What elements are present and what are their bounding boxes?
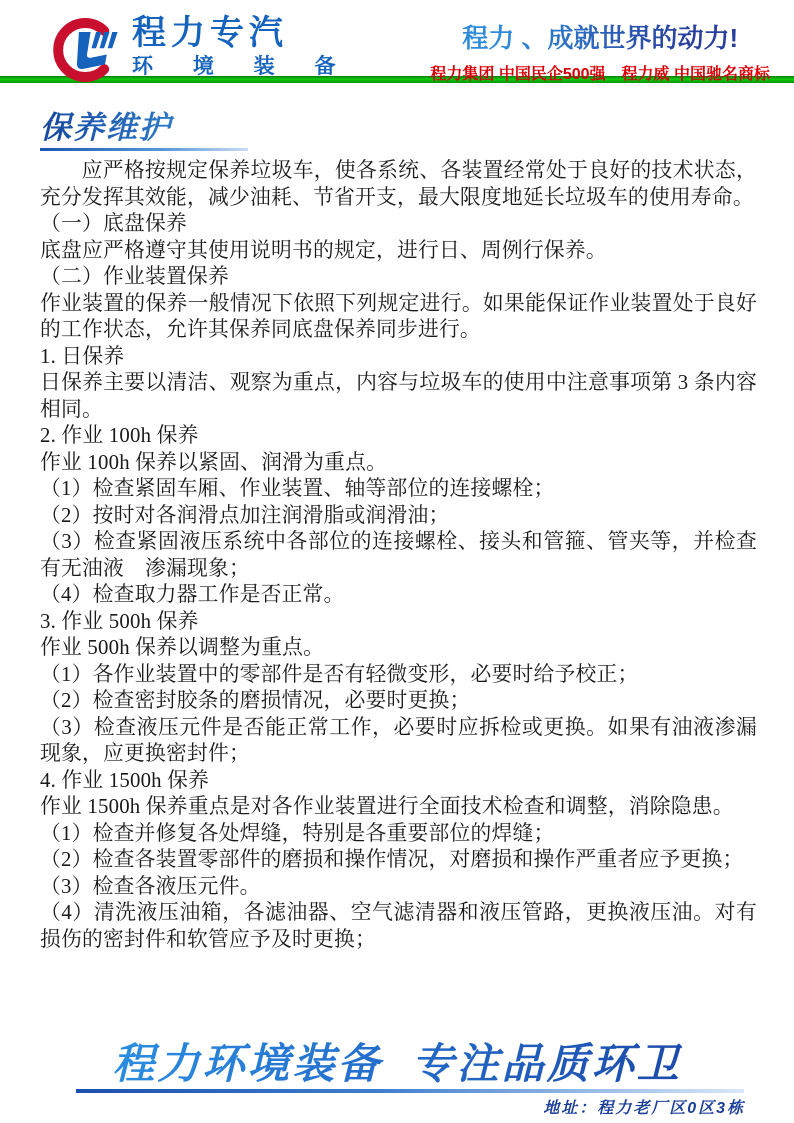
footer-address: 地址：程力老厂区0区3栋 [543,1100,745,1118]
paragraph: （1）检查紧固车厢、作业装置、轴等部位的连接螺栓； [40,477,555,500]
paragraph: 底盘应严格遵守其使用说明书的规定，进行日、周例行保养。 [40,238,607,262]
paragraph: 应严格按规定保养垃圾车，使各系统、各装置经常处于良好的技术状态，充分发挥其效能，减少油耗、节省开支，最大限度地延长垃圾车的使用寿命。 [40,159,757,209]
company-name: 程力专汽 [132,14,288,52]
paragraph: （4）检查取力器工作是否正常。 [40,583,345,606]
paragraph: 3. 作业 500h 保养 [40,609,199,633]
paragraph: （二）作业装置保养 [40,265,229,288]
paragraph: （2）按时对各润滑点加注润滑脂或润滑油； [40,503,450,527]
chengli-logo-icon [50,14,124,86]
page-header [0,0,794,83]
paragraph: （3）检查紧固液压系统中各部位的连接螺栓、接头和管箍、管夹等，并检查有无油液 渗漏现象； [40,530,757,580]
document-body [40,158,757,953]
page-footer [0,1040,794,1118]
company-credentials: 程力集团 中国民企500强 程力威 中国驰名商标 [430,66,770,83]
paragraph: 作业 1500h 保养重点是对各作业装置进行全面技术检查和调整，消除隐患。 [40,795,734,818]
paragraph: 2. 作业 100h 保养 [40,424,199,447]
logo-text [132,16,353,78]
company-subname: 环 境 装 备 [132,54,353,78]
paragraph: 作业装置的保养一般情况下依照下列规定进行。如果能保证作业装置处于良好的工作状态，允许其保养同底盘保养同步进行。 [40,291,757,341]
paragraph: 4. 作业 1500h 保养 [40,768,210,792]
paragraph: （2）检查密封胶条的磨损情况，必要时更换； [40,689,471,712]
paragraph: （一）底盘保养 [40,212,187,235]
page-title: 保养维护 [40,102,178,147]
footer-banner: 程力环境装备 专注品质环卫 [0,1040,794,1088]
paragraph: 作业 500h 保养以调整为重点。 [40,636,325,659]
paragraph: （3）检查液压元件是否能正常工作，必要时应拆检或更换。如果有油液渗漏现象，应更换密封件； [40,715,757,765]
paragraph: （2）检查各装置零部件的磨损和操作情况，对磨损和操作严重者应予更换； [40,848,744,871]
footer-divider [76,1089,744,1093]
paragraph: 作业 100h 保养以紧固、润滑为重点。 [40,450,388,474]
paragraph: （1）各作业装置中的零部件是否有轻微变形，必要时给予校正； [40,662,639,686]
paragraph: （4）清洗液压油箱，各滤油器、空气滤清器和液压管路，更换液压油。对有损伤的密封件和软管应予及时更换； [40,901,757,951]
company-slogan: 程力 、成就世界的动力! [430,18,770,55]
title-underline [40,148,248,151]
paragraph: （3）检查各液压元件。 [40,874,261,898]
paragraph: 日保养主要以清洁、观察为重点，内容与垃圾车的使用中注意事项第 3 条内容相同。 [40,371,757,421]
header-right [430,14,770,84]
paragraph: 1. 日保养 [40,344,125,368]
logo-blue-mark [77,32,107,69]
paragraph: （1）检查并修复各处焊缝，特别是各重要部位的焊缝； [40,821,555,845]
title-block [40,102,794,151]
